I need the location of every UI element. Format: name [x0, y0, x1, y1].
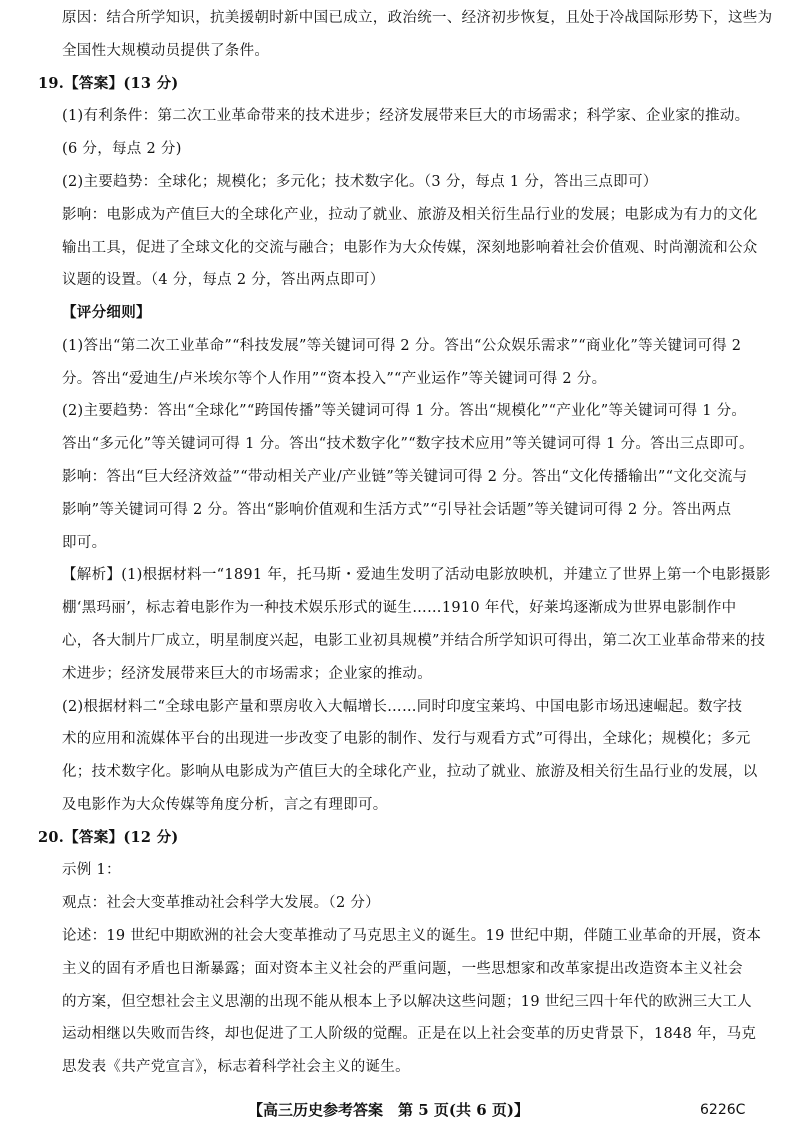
text-line: 化；技术数字化。影响从电影成为产值巨大的全球化产业，拉动了就业、旅游及相关衍生品行业的发展，以 [62, 764, 758, 780]
text-line: 全国性大规模动员提供了条件。 [62, 43, 270, 59]
text-line: 议题的设置。（4 分，每点 2 分，答出两点即可） [62, 272, 385, 288]
text-line: 术的应用和流媒体平台的出现进一步改变了电影的制作、发行与观看方式”可得出，全球化；规模化；多元 [62, 731, 751, 747]
question-19-heading: 19.【答案】(13 分) [38, 75, 179, 92]
text-line: 输出工具，促进了全球文化的交流与融合；电影作为大众传媒，深刻地影响着社会价值观、时尚潮流和公众 [62, 240, 758, 256]
question-20-heading: 20.【答案】(12 分) [38, 829, 179, 846]
text-line: 的方案，但空想社会主义思潮的出现不能从根本上予以解决这些问题；19 世纪三四十年代的欧洲三大工人 [62, 994, 752, 1010]
text-line: (2)主要趋势：答出“全球化”“跨国传播”等关键词可得 1 分。答出“规模化”“产业化”等关键词可得 1 分。 [62, 403, 747, 419]
text-line: 影响：电影成为产值巨大的全球化产业，拉动了就业、旅游及相关衍生品行业的发展；电影成为有力的文化 [62, 207, 758, 223]
text-line: 观点：社会大变革推动社会科学大发展。（2 分） [62, 895, 380, 911]
text-line: 思发表《共产党宣言》，标志着科学社会主义的诞生。 [62, 1059, 410, 1075]
scoring-rules-heading: 【评分细则】 [62, 304, 151, 321]
page-footer: 【高三历史参考答案 第 5 页(共 6 页)】 [248, 1101, 529, 1119]
text-line: 术进步；经济发展带来巨大的市场需求；企业家的推动。 [62, 666, 432, 682]
text-line: 主义的固有矛盾也日渐暴露；面对资本主义社会的严重问题，一些思想家和改革家提出改造资本主义社会 [62, 961, 743, 977]
text-line: 及电影作为大众传媒等角度分析，言之有理即可。 [62, 797, 388, 813]
text-line: (2)根据材料二“全球电影产量和票房收入大幅增长……同时印度宝莱坞、中国电影市场迅速崛起。数字技 [62, 699, 743, 715]
analysis-paragraph: 【解析】(1)根据材料一“1891 年，托马斯・爱迪生发明了活动电影放映机，并建立了世界上第一个电影摄影 [62, 567, 771, 583]
text-line: (1)有利条件：第二次工业革命带来的技术进步；经济发展带来巨大的市场需求；科学家、企业家的推动。 [62, 108, 750, 124]
text-line: (1)答出“第二次工业革命”“科技发展”等关键词可得 2 分。答出“公众娱乐需求”“商业化”等关键词可得 2 [62, 338, 742, 354]
text-line: 影响：答出“巨大经济效益”“带动相关产业/产业链”等关键词可得 2 分。答出“文化传播输出”“文化交流与 [62, 469, 748, 485]
text-line: 示例 1： [62, 862, 121, 878]
text-line: 心，各大制片厂成立，明星制度兴起，电影工业初具规模”并结合所学知识可得出，第二次工业革命带来的技 [62, 633, 766, 649]
text-line: 棚‘黑玛丽’，标志着电影作为一种技术娱乐形式的诞生……1910 年代，好莱坞逐渐成为世界电影制作中 [62, 600, 737, 616]
text-line: 分。答出“爱迪生/卢米埃尔等个人作用”“资本投入”“产业运作”等关键词可得 2 分。 [62, 371, 607, 387]
text-line: 答出“多元化”等关键词可得 1 分。答出“技术数字化”“数字技术应用”等关键词可得 1 分。答出三点即可。 [62, 436, 754, 452]
text-line: 运动相继以失败而告终，却也促进了工人阶级的觉醒。正是在以上社会变革的历史背景下，1848 年，马克 [62, 1026, 757, 1042]
text-line: 论述：19 世纪中期欧洲的社会大变革推动了马克思主义的诞生。19 世纪中期，伴随工业革命的开展，资本 [62, 928, 762, 944]
text-line: (6 分，每点 2 分) [62, 141, 182, 157]
text-line: 原因：结合所学知识，抗美援朝时新中国已成立，政治统一、经济初步恢复，且处于冷战国际形势下，这些为 [62, 10, 773, 26]
document-code: 6226C [700, 1102, 746, 1118]
text-line: 即可。 [62, 535, 107, 551]
text-line: (2)主要趋势：全球化；规模化；多元化；技术数字化。（3 分，每点 1 分，答出三点即可） [62, 174, 658, 190]
text-line: 影响”等关键词可得 2 分。答出“影响价值观和生活方式”“引导社会话题”等关键词可得 2 分。答出两点 [62, 502, 732, 518]
